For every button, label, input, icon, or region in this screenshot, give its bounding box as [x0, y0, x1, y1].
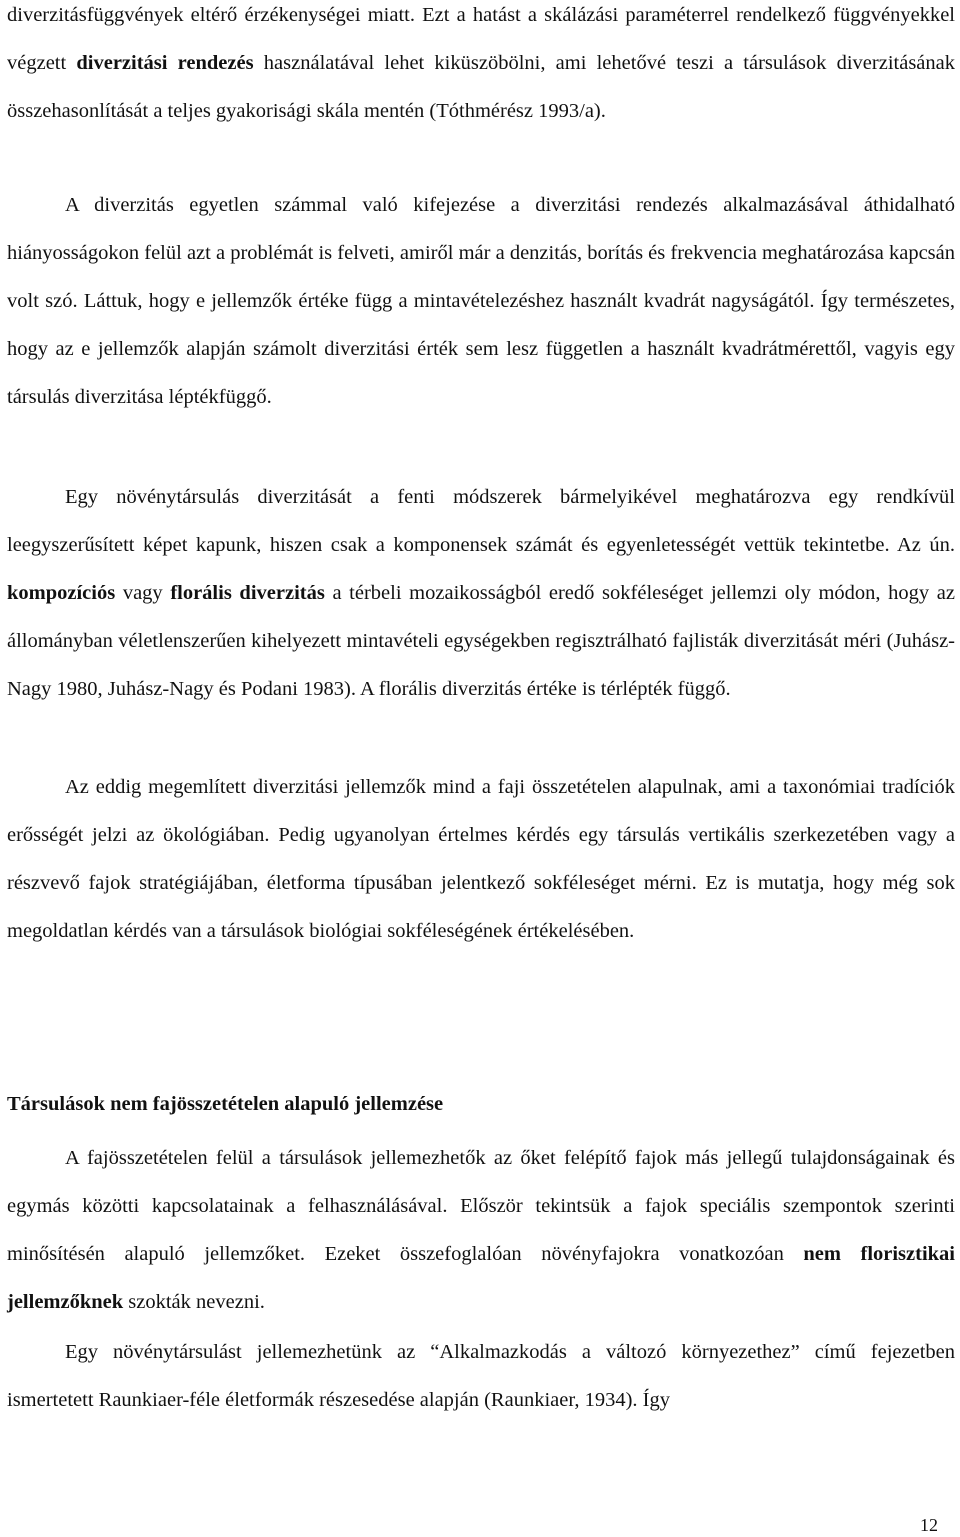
paragraph-text: szokták nevezni. [123, 1291, 265, 1313]
paragraph-text: Egy növénytársulást jellemezhetünk az “Alkalmazkodás a változó környezethez” című fejezetben ismertetett Raunkiaer-féle életformák részesedése alapján (Raunkiaer, 1934). Így [7, 1341, 955, 1411]
paragraph-non-floristic [7, 1134, 955, 1326]
section-heading: Társulások nem fajösszetételen alapuló jellemzése [7, 1093, 444, 1115]
paragraph-taxonomic-tradition [7, 763, 955, 955]
paragraph-text: diverzitásfüggvények eltérő érzékenységei miatt. Ezt a hatást a skálázási paraméterrel rendelkező függvényekkel végzett [7, 4, 955, 74]
paragraph-text: használatával lehet kiküszöbölni, ami lehetővé teszi a társulások diverzitásának összehasonlítását a teljes gyakorisági skála mentén (Tóthmérész 1993/a). [7, 52, 955, 122]
bold-term-floral-diversity: florális diverzitás [170, 582, 325, 604]
bold-term-non-floristic: nem florisztikai jellemzőknek [7, 1243, 955, 1313]
paragraph-floral-diversity [7, 473, 955, 713]
paragraph-text: Egy növénytársulás diverzitását a fenti módszerek bármelyikével meghatározva egy rendkívül leegyszerűsített képet kapunk, hiszen csak a komponensek számát és egyenletességét vettük tekintetbe. Az ún. [7, 486, 955, 556]
paragraph-scale-dependence [7, 181, 955, 421]
page-number: 12 [920, 1515, 938, 1535]
paragraph-text: vagy [115, 582, 171, 604]
paragraph-diversity-ordering [7, 0, 955, 135]
paragraph-text: A fajösszetételen felül a társulások jellemezhetők az őket felépítő fajok más jellegű tulajdonságainak és egymás közötti kapcsolatainak a felhasználásával. Először tekintsük a fajok speciális szempontok szerinti minősítésén alapuló jellemzőket. Ezeket összefoglalóan növényfajokra vonatkozóan [7, 1147, 955, 1265]
paragraph-text: Az eddig megemlített diverzitási jellemzők mind a faji összetételen alapulnak, ami a taxonómiai tradíciók erősségét jelzi az ökológiában. Pedig ugyanolyan értelmes kérdés egy társulás vertikális szerkezetében vagy a részvevő fajok stratégiájában, életforma típusában jelentkező sokféleséget mérni. Ez is mutatja, hogy még sok megoldatlan kérdés van a társulások biológiai sokféleségének értékelésében. [7, 776, 955, 942]
paragraph-text: a térbeli mozaikosságból eredő sokféleséget jellemzi oly módon, hogy az állományban véletlenszerűen kihelyezett mintavételi egységekben regisztrálható fajlisták diverzitását méri (Juhász-Nagy 1980, Juhász-Nagy és Podani 1983). A florális diverzitás értéke is térlépték függő. [7, 582, 955, 700]
paragraph-raunkiaer [7, 1328, 955, 1424]
bold-term-diversity-ordering: diverzitási rendezés [76, 52, 254, 74]
bold-term-compositional: kompozíciós [7, 582, 116, 604]
paragraph-text: A diverzitás egyetlen számmal való kifejezése a diverzitási rendezés alkalmazásával áthidalható hiányosságokon felül azt a problémát is felveti, amiről már a denzitás, borítás és frekvencia meghatározása kapcsán volt szó. Láttuk, hogy e jellemzők értéke függ a mintavételezéshez használt kvadrát nagyságától. Így természetes, hogy az e jellemzők alapján számolt diverzitási érték sem lesz független a használt kvadrátmérettől, vagyis egy társulás diverzitása léptékfüggő. [7, 194, 955, 408]
